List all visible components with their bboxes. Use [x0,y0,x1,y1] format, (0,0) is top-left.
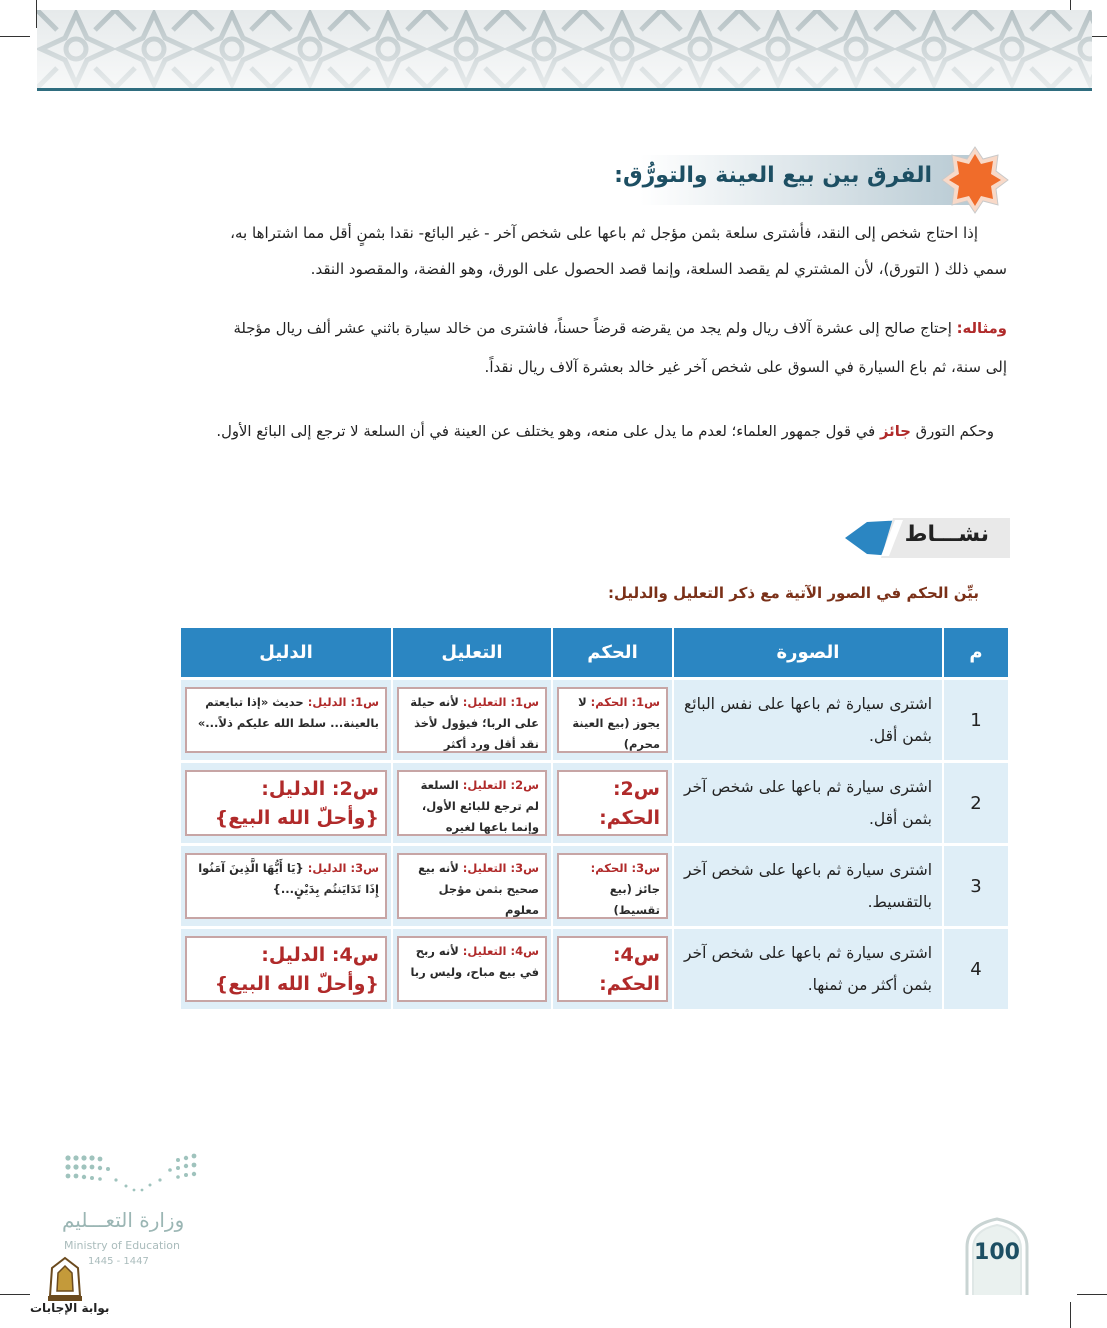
answer-label: س1: الدليل: [307,695,379,709]
row-case: اشترى سيارة ثم باعها على شخص آخر بثمن أقل. [672,760,942,843]
crop-mark [1077,1294,1107,1295]
answer-box[interactable] [557,936,668,1002]
example-text: إحتاج صالح إلى عشرة آلاف ريال ولم يجد من يقرضه قرضاً حسناً، فاشترى من خالد سيارة باثني عشر ألف ريال مؤجلة [233,320,957,337]
ministry-name-english: Ministry of Education [64,1239,181,1252]
row-number: 2 [942,760,1008,843]
table-row [179,677,1008,760]
evidence-cell [179,677,391,760]
crop-mark [0,1294,30,1295]
reason-cell [391,760,551,843]
row-number: 1 [942,677,1008,760]
ruling-line [216,423,994,440]
header-num: م [942,628,1008,677]
header-ruling: الحكم [551,628,672,677]
answer-box[interactable] [397,770,547,836]
answer-label: س2: الدليل: [261,778,379,800]
ruling-cell [551,677,672,760]
ministry-logo-icon [60,1150,210,1200]
answer-box[interactable] [185,687,387,753]
answer-box[interactable] [557,853,668,919]
header-reason: التعليل [391,628,551,677]
answer-text: جائز (بيع تقسيط) [609,882,660,917]
orange-star-icon [940,145,1010,215]
answer-text: لا يجوز (بيع العينة محرم) [572,695,660,751]
answer-text: {يَا أَيُّهَا الَّذِينَ آمَنُوا إِذَا تَدَايَنتُم بِدَيْنٍ...} [198,861,379,896]
ruling-highlight: جائز [879,423,911,440]
answer-box[interactable] [557,687,668,753]
answer-box[interactable] [185,936,387,1002]
portal-lantern-icon [44,1256,86,1302]
answer-text: {وأحلّ الله البيع} [214,973,379,995]
answer-box[interactable] [185,770,387,836]
answer-box[interactable] [397,687,547,753]
answer-text: السلعة لم ترجع للبائع الأول، وإنما باعها لغيره [420,778,539,834]
answer-label: س4: التعليل: [462,944,539,958]
example-line: إلى سنة، ثم باع السيارة في السوق على شخص آخر غير خالد بعشرة آلاف ريال نقداً. [484,358,1007,376]
table-row [179,926,1008,1009]
answer-label: س4: الحكم: [599,944,660,995]
decorative-banner [37,10,1092,91]
crop-mark [0,36,30,37]
answer-text: لأنه حيلة على الربا؛ فيؤول لأخذ نقد أقل ورد أكثر [410,695,539,751]
row-case: اشترى سيارة ثم باعها على شخص آخر بالتقسيط. [672,843,942,926]
example-label: ومثاله: [956,320,1007,337]
answer-text: لأنه ربح في بيع مباح، وليس ربا [410,944,539,979]
row-case: اشترى سيارة ثم باعها على نفس البائع بثمن أقل. [672,677,942,760]
evidence-cell [179,843,391,926]
section-title: الفرق بين بيع العينة والتورُّق: [614,163,932,188]
answer-text: لأنه بيع صحيح بثمن مؤجل معلوم [418,861,539,917]
answer-box[interactable] [557,770,668,836]
answer-label: س3: التعليل: [462,861,539,875]
answer-label: س3: الدليل: [307,861,379,875]
activity-table [179,628,1008,1009]
answer-label: س2: التعليل: [462,778,539,792]
evidence-cell [179,760,391,843]
answer-text: حديث «إذا تبايعتم بالعينة... سلط الله عليكم ذلاً...» [197,695,379,730]
table-row [179,760,1008,843]
portal-name: بوابة الإجابات [30,1301,110,1315]
reason-cell [391,843,551,926]
ruling-cell [551,926,672,1009]
table-header-row [179,628,1008,677]
answer-label: س1: الحكم: [590,695,660,709]
row-number: 3 [942,843,1008,926]
crop-mark [1070,1302,1071,1328]
ministry-name-arabic: وزارة التعـــليم [62,1208,185,1232]
evidence-cell [179,926,391,1009]
answer-box[interactable] [397,936,547,1002]
answer-text: {وأحلّ الله البيع} [214,807,379,829]
answer-box[interactable] [185,853,387,919]
paragraph-line: سمي ذلك ( التورق)، لأن المشتري لم يقصد السلعة، وإنما قصد الحصول على الورق، وهو الفضة، والمقصود النقد. [310,260,1007,278]
ministry-year: 1445 - 1447 [88,1256,149,1267]
table-row [179,843,1008,926]
activity-label: نشـــاط [904,522,989,547]
header-case: الصورة [672,628,942,677]
answer-label: س4: الدليل: [261,944,379,966]
reason-cell [391,926,551,1009]
row-case: اشترى سيارة ثم باعها على شخص آخر بثمن أكثر من ثمنها. [672,926,942,1009]
reason-cell [391,677,551,760]
answer-label: س2: الحكم: [599,778,660,829]
header-evidence: الدليل [179,628,391,677]
section-heading [614,145,1010,215]
ruling-text: في قول جمهور العلماء؛ لعدم ما يدل على منعه، وهو يختلف عن العينة في أن السلعة لا ترجع إلى البائع الأول. [216,423,880,440]
ruling-cell [551,843,672,926]
page-number: 100 [974,1240,1020,1265]
paragraph-line: إذا احتاج شخص إلى النقد، فأشترى سلعة بثمن مؤجل ثم باعها على شخص آخر - غير البائع- نقدا بثمنٍ أقل مما اشتراها به، [230,224,978,242]
ruling-cell [551,760,672,843]
row-number: 4 [942,926,1008,1009]
answer-label: س3: الحكم: [590,861,660,875]
ruling-text: وحكم التورق [910,423,994,440]
activity-instruction: بيِّن الحكم في الصور الآتية مع ذكر التعليل والدليل: [607,584,979,602]
answer-label: س1: التعليل: [462,695,539,709]
example-line [233,320,1007,337]
answer-box[interactable] [397,853,547,919]
